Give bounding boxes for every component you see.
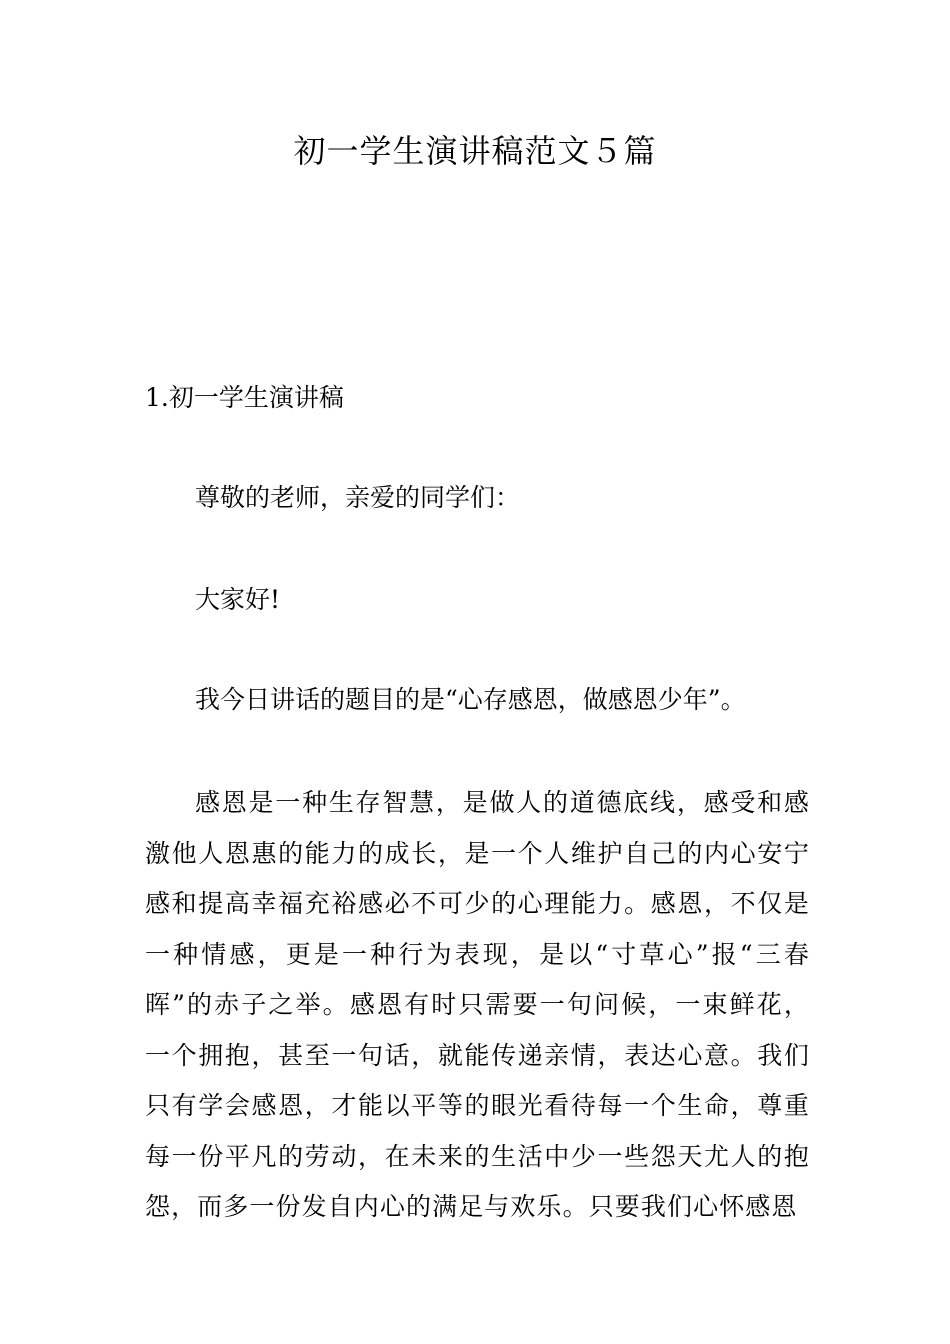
section-heading: 1.初一学生演讲稿 (145, 383, 344, 412)
document-title: 初一学生演讲稿范文５篇 (293, 132, 657, 170)
greeting-paragraph: 尊敬的老师，亲爱的同学们： (195, 483, 521, 512)
hello-paragraph: 大家好! (195, 585, 281, 614)
topic-paragraph: 我今日讲话的题目的是“心存感恩，做感恩少年”。 (195, 685, 746, 714)
body-paragraph: 感恩是一种生存智慧，是做人的道德底线，感受和感激他人恩惠的能力的成长，是一个人维护自己的内心安宁感和提高幸福充裕感必不可少的心理能力。感恩，不仅是一种情感，更是一种行为表现，是以“寸草心”报“三春晖”的赤子之举。感恩有时只需要一句问候，一束鲜花，一个拥抱，甚至一句话，就能传递亲情，表达心意。我们只有学会感恩，才能以平等的眼光看待每一个生命，尊重每一份平凡的劳动，在未来的生活中少一些怨天尤人的抱怨，而多一份发自内心的满足与欢乐。只要我们心怀感恩 (145, 788, 810, 1221)
